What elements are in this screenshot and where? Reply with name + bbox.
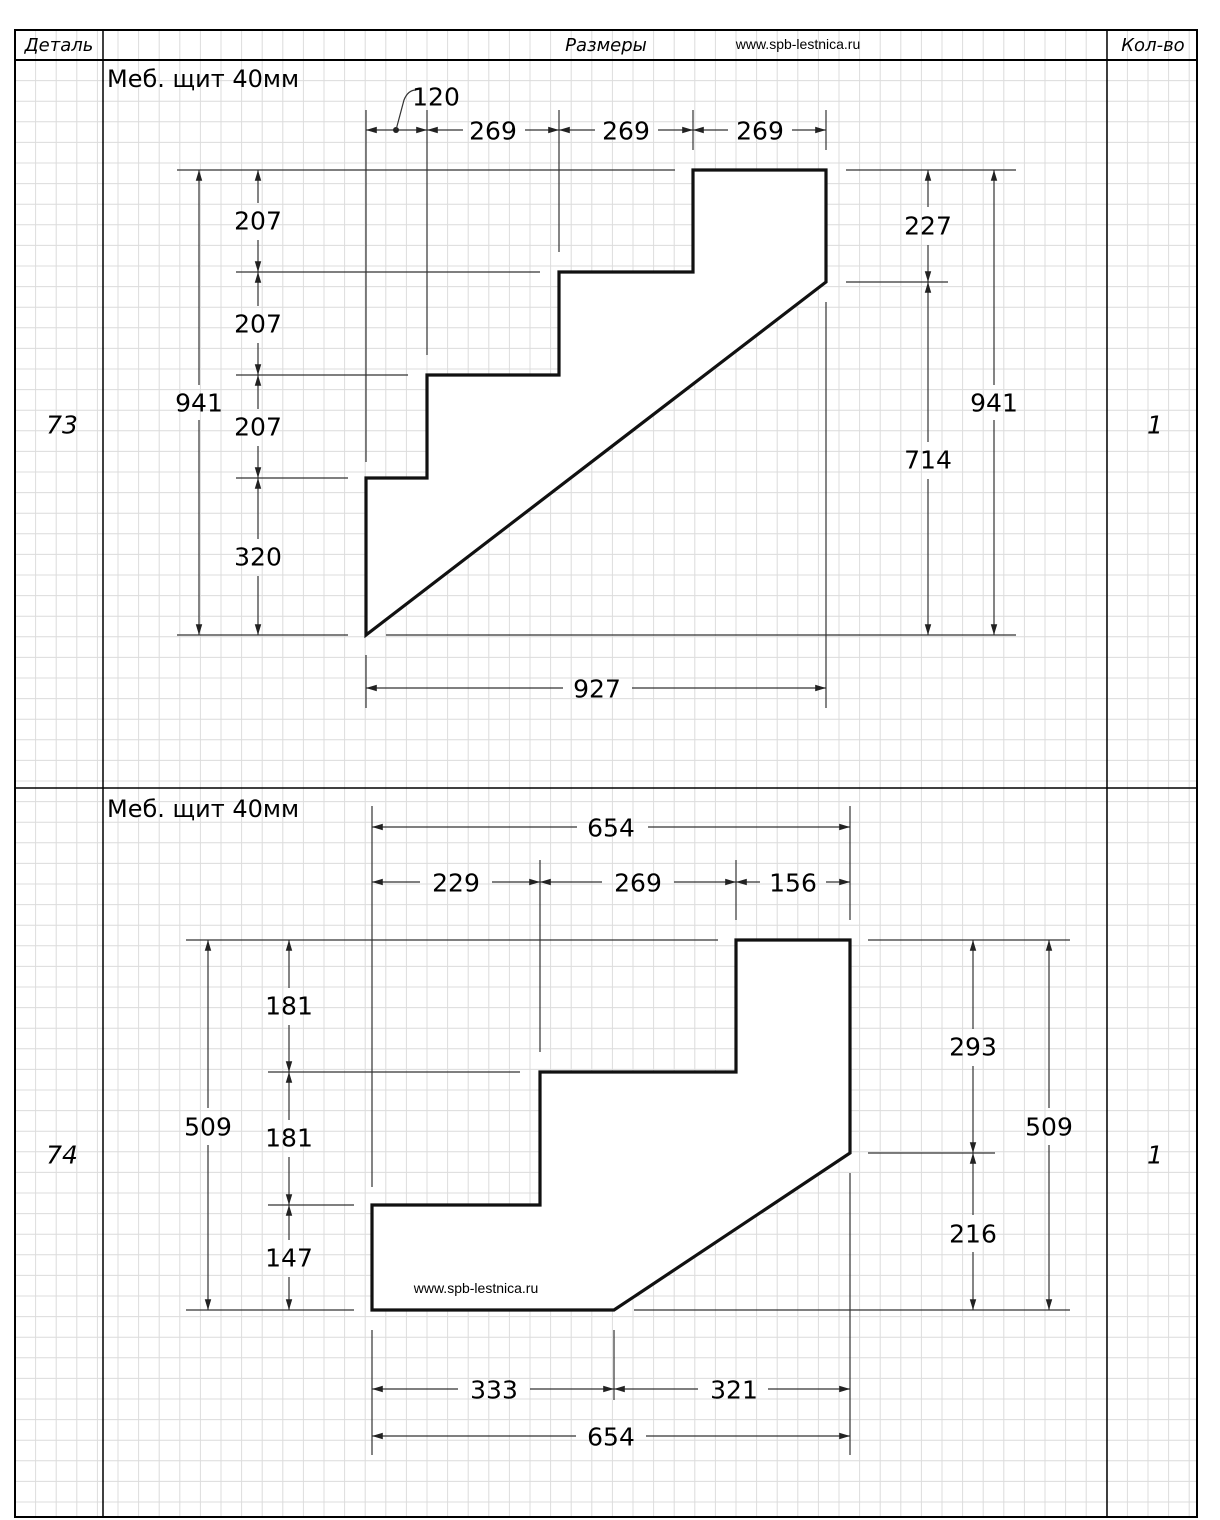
detail-number: 74 (46, 1140, 78, 1170)
dim-right-top: 293 (949, 1032, 997, 1062)
dim-left-4: 320 (234, 542, 282, 572)
dim-right-bottom: 714 (904, 445, 952, 475)
row-73 (46, 65, 1163, 708)
dim-left-3: 207 (234, 412, 282, 442)
dim-right-bottom: 216 (949, 1219, 997, 1249)
dim-bottom-total: 654 (587, 1422, 635, 1452)
dim-left-3: 147 (265, 1243, 313, 1273)
dim-left-2: 207 (234, 309, 282, 339)
dim-step-offset: 120 (412, 82, 460, 112)
header-detail-label: Деталь (24, 35, 94, 56)
bottom-dimension-chain-74 (372, 1376, 850, 1405)
header-quantity-label: Кол-во (1121, 35, 1185, 56)
dim-bottom-1: 333 (470, 1375, 518, 1405)
material-label: Меб. щит 40мм (107, 795, 300, 823)
right-total-dimension-73 (970, 170, 1018, 635)
dim-bottom-total: 927 (573, 674, 621, 704)
dim-left-total: 941 (175, 388, 223, 418)
dim-bottom-2: 321 (710, 1375, 758, 1405)
top-total-dimension-74 (372, 814, 850, 843)
left-total-dimension-73 (175, 170, 223, 635)
row-74 (46, 795, 1163, 1455)
dim-left-1: 181 (265, 991, 313, 1021)
header-site-url: www.spb-lestnica.ru (735, 36, 861, 52)
top-dimension-chain-74 (372, 869, 850, 898)
dim-top-3: 156 (769, 868, 817, 898)
dim-right-total: 509 (1025, 1112, 1073, 1142)
watermark-url: www.spb-lestnica.ru (413, 1280, 539, 1296)
detail-number: 73 (46, 410, 78, 440)
dim-top-1: 229 (432, 868, 480, 898)
dim-left-total: 509 (184, 1112, 232, 1142)
dim-top-2: 269 (614, 868, 662, 898)
right-dimension-chain-73 (904, 170, 952, 635)
header-dimensions-label: Размеры (565, 35, 647, 56)
bottom-total-dimension-74 (372, 1423, 850, 1452)
material-label: Меб. щит 40мм (107, 65, 300, 93)
dim-left-2: 181 (265, 1123, 313, 1153)
dim-left-1: 207 (234, 206, 282, 236)
quantity-value: 1 (1147, 1140, 1163, 1170)
dim-top-2: 269 (602, 116, 650, 146)
dim-right-top: 227 (904, 211, 952, 241)
left-dimension-chain-74 (265, 940, 313, 1310)
quantity-value: 1 (1147, 410, 1163, 440)
dim-top-total: 654 (587, 813, 635, 843)
dim-right-total: 941 (970, 388, 1018, 418)
dim-top-3: 269 (736, 116, 784, 146)
dim-top-1: 269 (469, 116, 517, 146)
